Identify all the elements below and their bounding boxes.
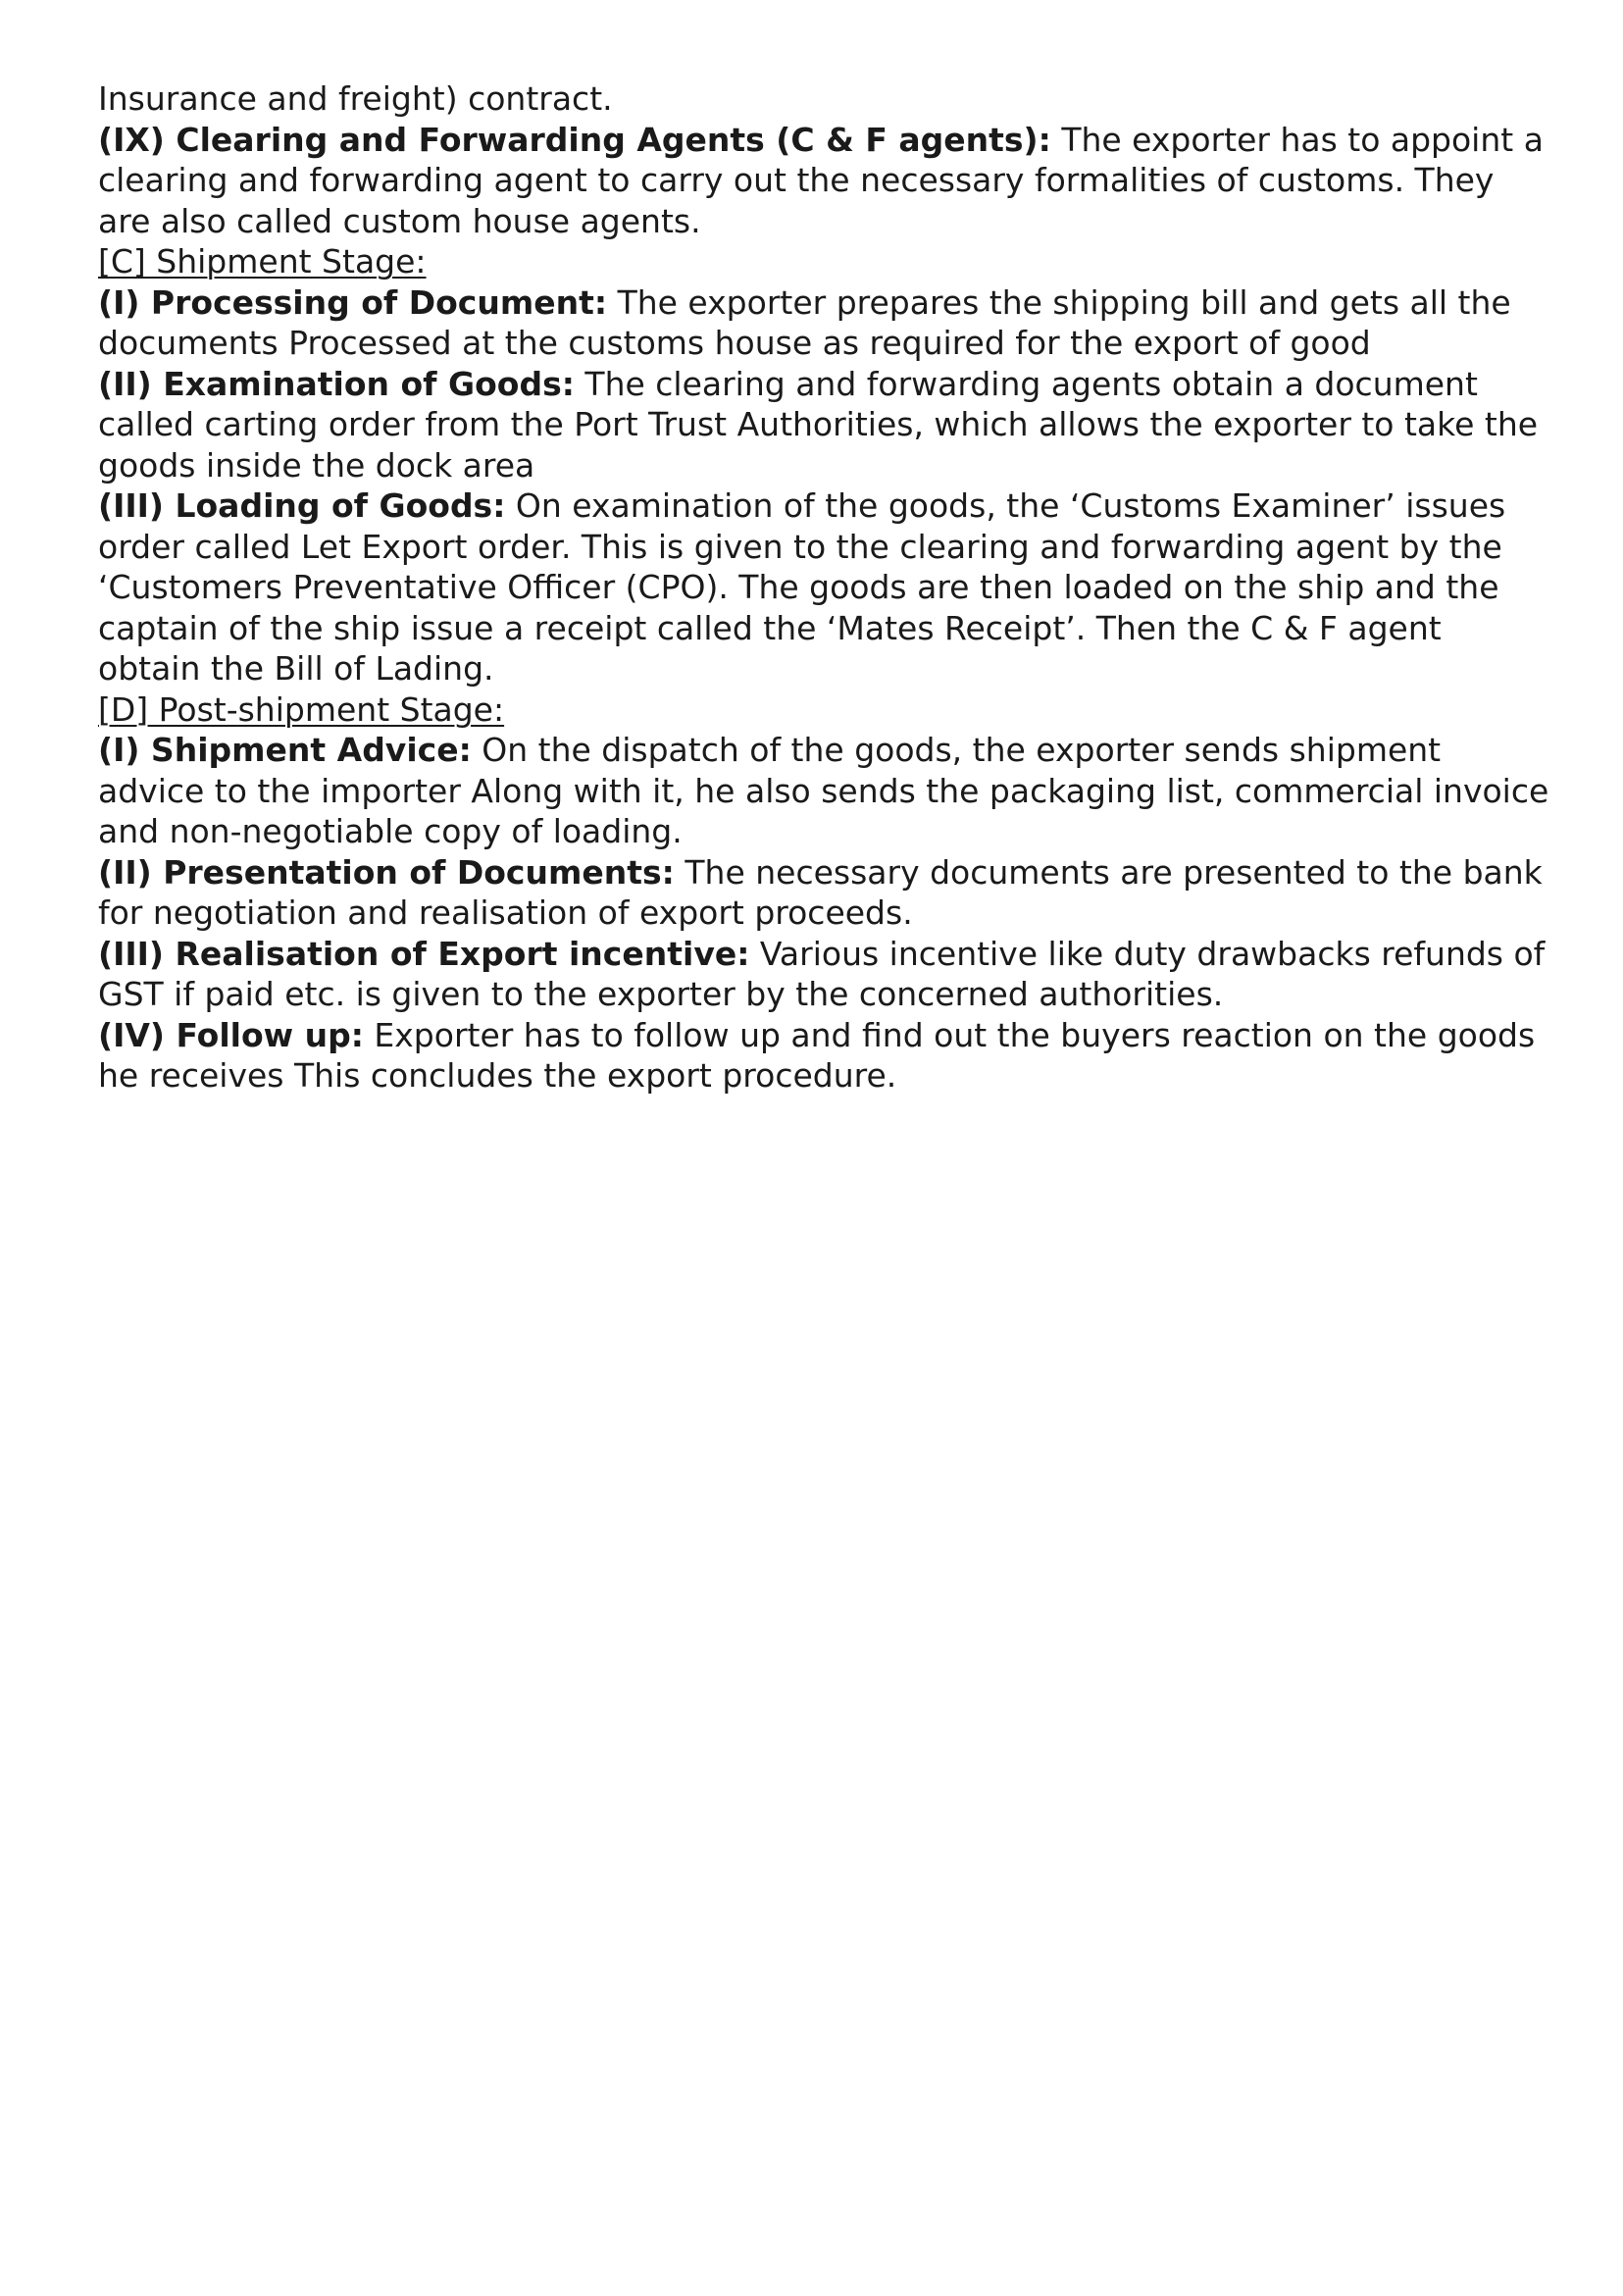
item-text: Exporter has to follow up and find out the buyers reaction on the goods he receives This concludes the export procedure. — [98, 1015, 1536, 1095]
item-text: Various incentive like duty drawbacks refunds of GST if paid etc. is given to the exporter by the concerned authorities. — [98, 934, 1546, 1013]
stage-heading-text: [C] Shipment Stage: — [98, 242, 427, 281]
item-label: (IX) Clearing and Forwarding Agents (C & F agents): — [98, 120, 1051, 159]
item-label: (I) Processing of Document: — [98, 282, 608, 322]
intro-line: Insurance and freight) contract. — [98, 79, 613, 118]
item-label: (III) Realisation of Export incentive: — [98, 934, 750, 973]
item-text: On the dispatch of the goods, the exporter sends shipment advice to the importer Along with it, he also sends the packaging list, commercial invoice and non-negotiable copy of loading. — [98, 731, 1549, 850]
item-processing-of-document — [98, 282, 1549, 364]
item-examination-of-goods — [98, 364, 1549, 486]
item-loading-of-goods — [98, 485, 1549, 689]
item-text: On examination of the goods, the ‘Customs Examiner’ issues order called Let Export order. This is given to the clearing and forwarding agent by the ‘Customers Preventative Officer (CPO). The goods are then loaded on the ship and the captain of the ship issue a receipt called the ‘Mates Receipt’. Then the C & F agent obtain the Bill of Lading. — [98, 486, 1506, 688]
item-label: (II) Presentation of Documents: — [98, 852, 675, 892]
item-label: (III) Loading of Goods: — [98, 486, 506, 525]
item-presentation-of-documents — [98, 852, 1549, 934]
item-clearing-forwarding-agents — [98, 120, 1549, 242]
stage-heading-post-shipment — [98, 689, 1549, 731]
item-realisation-of-export-incentive — [98, 934, 1549, 1015]
stage-heading-shipment — [98, 241, 1549, 282]
item-label: (II) Examination of Goods: — [98, 364, 575, 403]
item-label: (I) Shipment Advice: — [98, 731, 472, 769]
stage-heading-text: [D] Post-shipment Stage: — [98, 689, 505, 729]
item-label: (IV) Follow up: — [98, 1015, 364, 1054]
item-follow-up — [98, 1015, 1549, 1097]
document-body — [98, 78, 1549, 1097]
item-text: The exporter has to appoint a clearing and forwarding agent to carry out the necessary formalities of customs. They are also called custom house agents. — [98, 120, 1544, 240]
item-text: The clearing and forwarding agents obtain a document called carting order from the Port Trust Authorities, which allows the exporter to take the goods inside the dock area — [98, 364, 1539, 485]
item-text: The exporter prepares the shipping bill and gets all the documents Processed at the customs house as required for the export of good — [98, 282, 1511, 362]
item-text: The necessary documents are presented to the bank for negotiation and realisation of export proceeds. — [98, 852, 1543, 932]
item-shipment-advice — [98, 730, 1549, 852]
